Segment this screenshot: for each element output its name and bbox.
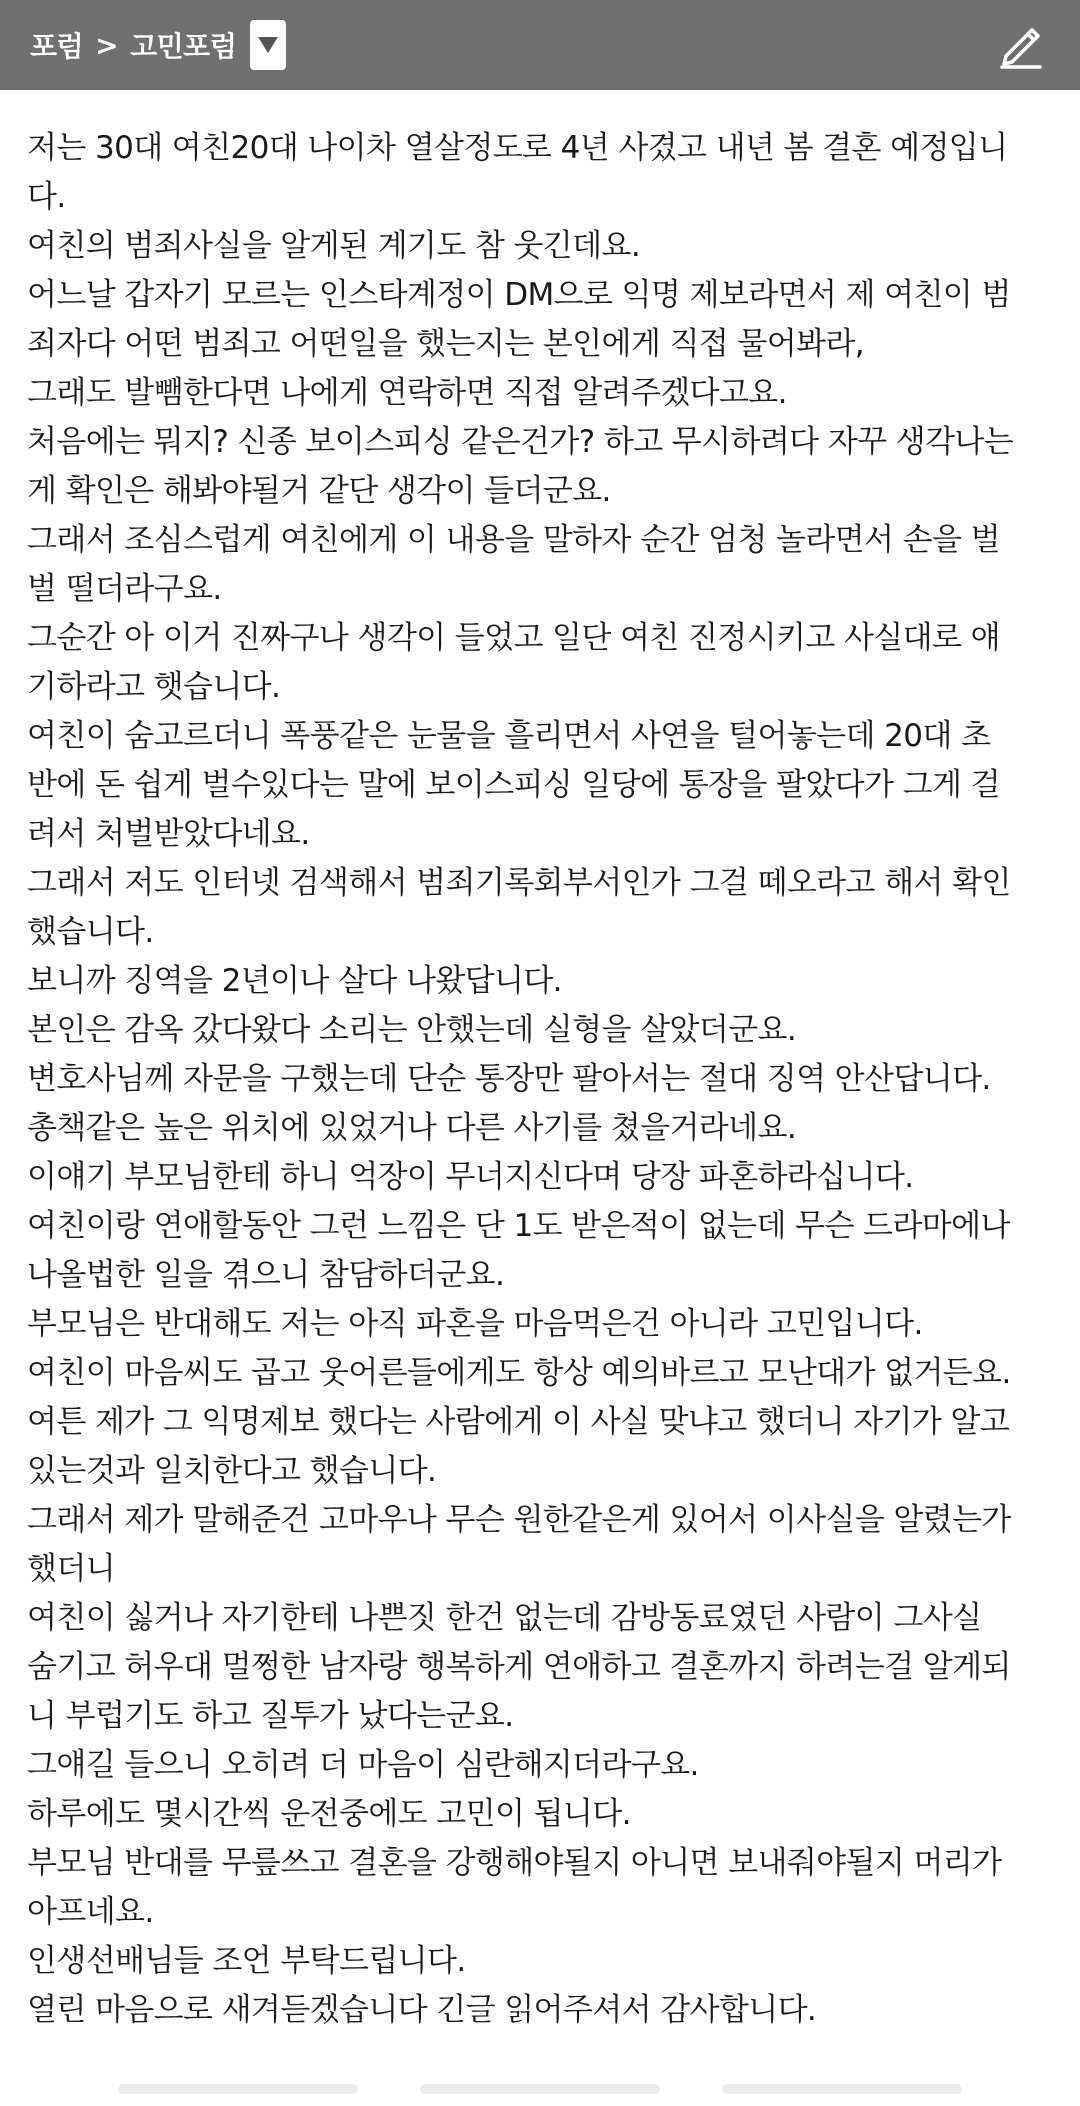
post-text-line: 본인은 감옥 갔다왔다 소리는 안했는데 실형을 살았더군요. bbox=[27, 1012, 797, 1048]
write-post-button[interactable] bbox=[990, 14, 1050, 74]
post-text-line: 있는것과 일치한다고 했습니다. bbox=[27, 1453, 437, 1489]
breadcrumb-forum-link[interactable]: 포럼 bbox=[30, 30, 84, 63]
post-text-line: 변호사님께 자문을 구했는데 단순 통장만 팔아서는 절대 징역 안산답니다. bbox=[27, 1061, 991, 1097]
breadcrumb-current-board[interactable]: 고민포럼 bbox=[130, 30, 237, 63]
post-text-line: 했습니다. bbox=[27, 914, 154, 950]
post-text-line: 여친이랑 연애할동안 그런 느낌은 단 1도 받은적이 없는데 무슨 드라마에나 bbox=[27, 1208, 1010, 1244]
post-text-line: 게 확인은 해봐야될거 같단 생각이 들더군요. bbox=[27, 473, 611, 509]
post-text-line: 려서 처벌받았다네요. bbox=[27, 816, 310, 852]
post-text-line: 여친이 마음씨도 곱고 웃어른들에게도 항상 예의바르고 모난대가 없거든요. bbox=[27, 1355, 1011, 1391]
post-text-line: 부모님은 반대해도 저는 아직 파혼을 마음먹은건 아니라 고민입니다. bbox=[27, 1306, 923, 1342]
pencil-icon bbox=[994, 18, 1046, 70]
post-text-line: 여튼 제가 그 익명제보 했다는 사람에게 이 사실 맞냐고 했더니 자기가 알고 bbox=[27, 1404, 1010, 1440]
post-text-line: 인생선배님들 조언 부탁드립니다. bbox=[27, 1943, 466, 1979]
post-text-line: 어느날 갑자기 모르는 인스타계정이 DM으로 익명 제보라면서 제 여친이 범 bbox=[27, 277, 1011, 313]
post-text-line: 하루에도 몇시간씩 운전중에도 고민이 됩니다. bbox=[27, 1796, 631, 1832]
post-text-line: 처음에는 뭐지? 신종 보이스피싱 같은건가? 하고 무시하려다 자꾸 생각나는 bbox=[27, 424, 1014, 460]
post-text-line: 나올법한 일을 겪으니 참담하더군요. bbox=[27, 1257, 505, 1293]
scroll-segment bbox=[722, 2084, 962, 2094]
post-text-line: 반에 돈 쉽게 벌수있다는 말에 보이스피싱 일당에 통장을 팔았다가 그게 걸 bbox=[27, 767, 1000, 803]
post-text-line: 벌 떨더라구요. bbox=[27, 571, 222, 607]
post-text-line: 보니까 징역을 2년이나 살다 나왔답니다. bbox=[27, 963, 562, 999]
top-bar bbox=[0, 0, 1080, 90]
post-text-line: 숨기고 허우대 멀쩡한 남자랑 행복하게 연애하고 결혼까지 하려는걸 알게되 bbox=[27, 1649, 1011, 1685]
breadcrumb bbox=[30, 20, 286, 70]
post-text-line: 니 부럽기도 하고 질투가 났다는군요. bbox=[27, 1698, 514, 1734]
post-text-line: 여친의 범죄사실을 알게된 계기도 참 웃긴데요. bbox=[27, 228, 641, 264]
post-text-line: 그순간 아 이거 진짜구나 생각이 들었고 일단 여친 진정시키고 사실대로 얘 bbox=[27, 620, 1000, 656]
post-text-line: 기하라고 햇습니다. bbox=[27, 669, 281, 705]
post-text-line: 다. bbox=[27, 179, 66, 215]
post-text-line: 저는 30대 여친20대 나이차 열살정도로 4년 사겼고 내년 봄 결혼 예정입니 bbox=[27, 130, 1008, 166]
post-text-line: 그래도 발뺌한다면 나에게 연락하면 직접 알려주겠다고요. bbox=[27, 375, 787, 411]
post-text-line: 이얘기 부모님한테 하니 억장이 무너지신다며 당장 파혼하라십니다. bbox=[27, 1159, 914, 1195]
post-text-line: 했더니 bbox=[27, 1551, 116, 1587]
bottom-scroll-indicator bbox=[0, 2084, 1080, 2096]
scroll-segment bbox=[118, 2084, 358, 2094]
post-body bbox=[27, 124, 1057, 2035]
board-dropdown-button[interactable] bbox=[250, 20, 286, 70]
post-text-line: 그래서 저도 인터넷 검색해서 범죄기록회부서인가 그걸 떼오라고 해서 확인 bbox=[27, 865, 1011, 901]
post-text-line: 그래서 조심스럽게 여친에게 이 내용을 말하자 순간 엄청 놀라면서 손을 벌 bbox=[27, 522, 1000, 558]
post-text-line: 아프네요. bbox=[27, 1894, 154, 1930]
post-text-line: 여친이 싫거나 자기한테 나쁜짓 한건 없는데 감방동료였던 사람이 그사실 bbox=[27, 1600, 982, 1636]
triangle-down-icon bbox=[257, 36, 279, 54]
scroll-segment bbox=[420, 2084, 660, 2094]
breadcrumb-separator: > bbox=[95, 28, 119, 62]
post-text-line: 열린 마음으로 새겨듣겠습니다 긴글 읽어주셔서 감사합니다. bbox=[27, 1992, 817, 2028]
post-text-line: 그얘길 들으니 오히려 더 마음이 심란해지더라구요. bbox=[27, 1747, 699, 1783]
post-text-line: 죄자다 어떤 범죄고 어떤일을 했는지는 본인에게 직접 물어봐라, bbox=[27, 326, 865, 362]
post-text-line: 부모님 반대를 무릎쓰고 결혼을 강행해야될지 아니면 보내줘야될지 머리가 bbox=[27, 1845, 1002, 1881]
post-text-line: 그래서 제가 말해준건 고마우나 무슨 원한같은게 있어서 이사실을 알렸는가 bbox=[27, 1502, 1011, 1538]
post-text-line: 여친이 숨고르더니 폭풍같은 눈물을 흘리면서 사연을 털어놓는데 20대 초 bbox=[27, 718, 991, 754]
post-text-line: 총책같은 높은 위치에 있었거나 다른 사기를 쳤을거라네요. bbox=[27, 1110, 797, 1146]
